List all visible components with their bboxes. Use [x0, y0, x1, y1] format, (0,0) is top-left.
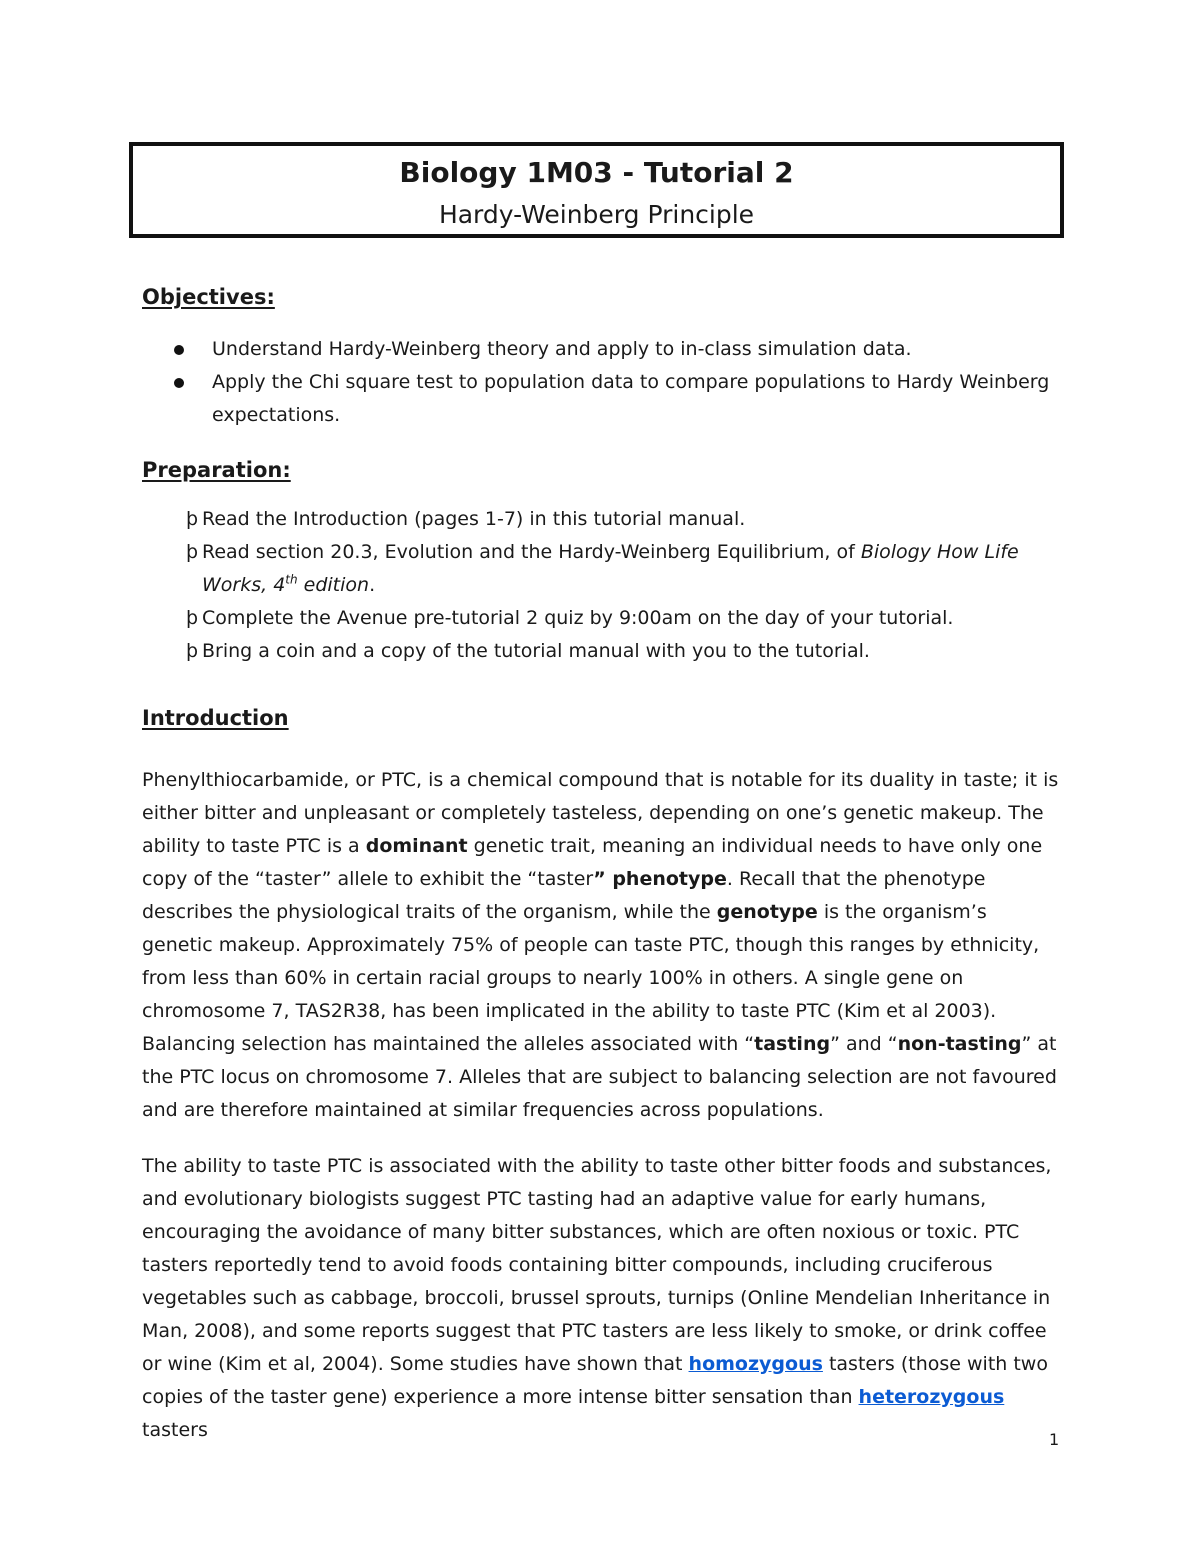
preparation-heading: Preparation: — [142, 458, 291, 482]
introduction-paragraph-1: Phenylthiocarbamide, or PTC, is a chemical compound that is notable for its duality in taste; it is either bitter and unpleasant or completely tasteless, depending on one’s genetic makeup. The ability to taste PTC is a dominant genetic trait, meaning an individual needs to have only one copy of the “taster” allele to exhibit the “taster” phenotype. Recall that the phenotype describes the physiological traits of the organism, while the genotype is the organism’s genetic makeup. Approximately 75% of people can taste PTC, though this ranges by ethnicity, from less than 60% in certain racial groups to nearly 100% in others. A single gene on chromosome 7, TAS2R38, has been implicated in the ability to taste PTC (Kim et al 2003). Balancing selection has maintained the alleles associated with “tasting” and “non-tasting” at the PTC locus on chromosome 7. Alleles that are subject to balancing selection are not favoured and are therefore maintained at similar frequencies across populations. — [142, 769, 1059, 1121]
preparation-item — [186, 503, 1066, 536]
checkbox-icon: þ — [186, 541, 199, 563]
objective-item — [170, 333, 1070, 366]
checkbox-icon: þ — [186, 508, 199, 530]
checkbox-icon: þ — [186, 607, 199, 629]
preparation-text: Bring a coin and a copy of the tutorial manual with you to the tutorial. — [202, 640, 870, 662]
bullet-icon — [174, 345, 184, 355]
preparation-text: Read section 20.3, Evolution and the Hardy-Weinberg Equilibrium, of — [202, 541, 861, 563]
objective-text: Understand Hardy-Weinberg theory and apply to in-class simulation data. — [212, 338, 912, 360]
term-phenotype: ” phenotype — [593, 868, 727, 890]
term-tasting: tasting — [754, 1033, 831, 1055]
book-title: Biology How Life Works — [202, 541, 1019, 596]
bullet-icon — [174, 378, 184, 388]
preparation-item — [186, 635, 1066, 668]
preparation-text: Complete the Avenue pre-tutorial 2 quiz by 9:00am on the day of your tutorial. — [202, 607, 954, 629]
objective-text: Apply the Chi square test to population data to compare populations to Hardy Weinberg expectations. — [212, 371, 1050, 426]
title-box — [129, 142, 1064, 238]
term-dominant: dominant — [365, 835, 468, 857]
objective-item — [170, 366, 1070, 432]
preparation-item — [186, 602, 1066, 635]
homozygous-link[interactable]: homozygous — [688, 1353, 823, 1375]
preparation-text: Read the Introduction (pages 1-7) in this tutorial manual. — [202, 508, 746, 530]
document-subtitle: Hardy-Weinberg Principle — [438, 200, 755, 229]
heterozygous-link[interactable]: heterozygous — [858, 1386, 1005, 1408]
preparation-list — [186, 503, 1066, 668]
page-number: 1 — [1049, 1430, 1060, 1449]
ordinal-suffix: th — [285, 572, 298, 587]
objectives-heading: Objectives: — [142, 285, 275, 309]
document-title: Biology 1M03 - Tutorial 2 — [399, 156, 794, 189]
introduction-paragraph-2: The ability to taste PTC is associated with the ability to taste other bitter foods and substances, and evolutionary biologists suggest PTC tasting had an adaptive value for early humans, encouraging the avoidance of many bitter substances, which are often noxious or toxic. PTC tasters reportedly tend to avoid foods containing bitter compounds, including cruciferous vegetables such as cabbage, broccoli, brussel sprouts, turnips (Online Mendelian Inheritance in Man, 2008), and some reports suggest that PTC tasters are less likely to smoke, or drink coffee or wine (Kim et al, 2004). Some studies have shown that homozygous tasters (those with two copies of the taster gene) experience a more intense bitter sensation than heterozygous tasters — [142, 1155, 1052, 1441]
introduction-heading: Introduction — [142, 706, 289, 730]
preparation-item: þ Read section 20.3, Evolution and the Hardy-Weinberg Equilibrium, of Biology How Life Works, 4th edition. — [186, 536, 1066, 602]
term-genotype: genotype — [716, 901, 818, 923]
checkbox-icon: þ — [186, 640, 199, 662]
term-non-tasting: non-tasting — [897, 1033, 1022, 1055]
objectives-list — [170, 333, 1070, 432]
